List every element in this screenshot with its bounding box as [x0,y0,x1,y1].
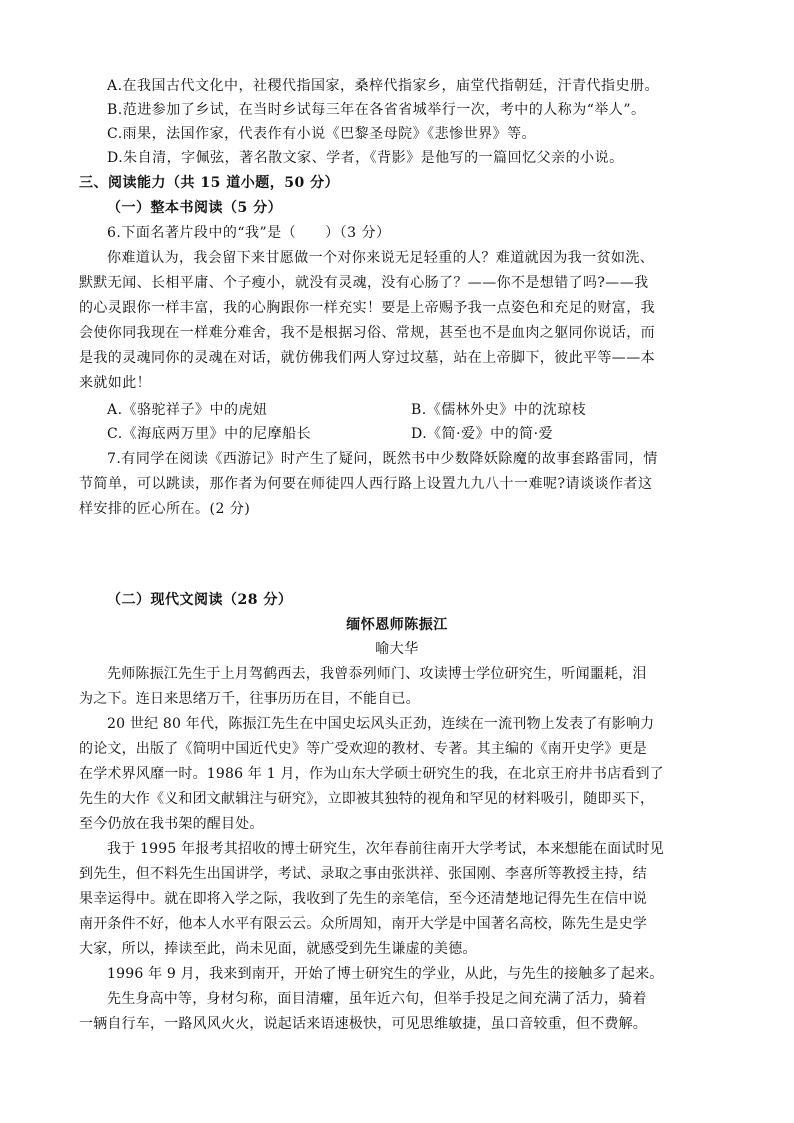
part2-heading: （二）现代文阅读（28 分） [107,592,293,608]
article-line: 一辆自行车，一路风风火火，说起话来语速极快，可见思维敏捷，虽口音较重，但不费解。 [79,1016,647,1032]
article-line: 先师陈振江先生于上月驾鹤西去，我曾忝列师门、攻读博士学位研究生，听闻噩耗，泪 [107,666,647,682]
article-line: 20 世纪 80 年代，陈振江先生在中国史坛风头正劲，连续在一流刊物上发表了有影响力 [107,716,655,732]
article-line: 1996 年 9 月，我来到南开，开始了博士研究生的学业，从此，与先生的接触多了起来。 [107,966,664,982]
article-line: 先生身高中等，身材匀称，面目清癯，虽年近六旬，但举手投足之间充满了活力，骑着 [107,991,647,1007]
article-line: 至今仍放在我书架的醒目处。 [79,816,264,832]
q5-option-d: D.朱自清，字佩弦，著名散文家、学者，《背影》是他写的一篇回忆父亲的小说。 [107,150,624,166]
article-title: 缅怀恩师陈振江 [346,617,448,633]
article-line: 我于 1995 年报考其招收的博士研究生，次年春前往南开大学考试，本来想能在面试时见 [107,841,664,857]
q5-option-a: A.在我国古代文化中，社稷代指国家，桑梓代指家乡，庙堂代指朝廷，汗青代指史册。 [107,78,660,94]
q6-passage-line: 来就如此！ [79,375,151,391]
q6-option-c: C.《海底两万里》中的尼摩船长 [107,426,312,442]
q6-stem: 6.下面名著片段中的“我”是（ ）（3 分） [107,225,391,241]
article-line: 果幸运得中。就在即将入学之际，我收到了先生的亲笔信，至今还清楚地记得先生在信中说 [79,891,647,907]
article-line: 到先生，但不料先生出国讲学，考试、录取之事由张洪祥、张国刚、李喜所等教授主持，结 [79,866,647,882]
section-heading: 三、阅读能力（共 15 道小题，50 分） [79,175,340,191]
article-line: 的论文，出版了《简明中国近代史》等广受欢迎的教材、专著。其主编的《南开史学》更是 [79,741,647,757]
q7-line: 样安排的匠心所在。(2 分) [79,501,251,517]
q7-line: 7.有同学在阅读《西游记》时产生了疑问，既然书中少数降妖除魔的故事套路雷同，情 [107,451,658,467]
q5-option-b: B.范进参加了乡试，在当时乡试每三年在各省省城举行一次，考中的人称为“举人”。 [107,102,646,118]
q6-passage-line: 的心灵跟你一样丰富，我的心胸跟你一样充实！要是上帝赐予我一点姿色和充足的财富，我 [79,300,655,316]
q7-line: 节简单，可以跳读，那作者为何要在师徒四人西行路上设置九九八十一难呢?请谈谈作者这 [79,476,653,492]
article-line: 南开条件不好，他本人水平有限云云。众所周知，南开大学是中国著名高校，陈先生是史学 [79,916,647,932]
q6-passage-line: 你难道认为，我会留下来甘愿做一个对你来说无足轻重的人？难道就因为我一贫如洗、 [107,250,655,266]
article-line: 先生的大作《义和团文献辑注与研究》，立即被其独特的视角和罕见的材料吸引，随即买下， [79,791,655,807]
q5-option-c: C.雨果，法国作家，代表作有小说《巴黎圣母院》《悲惨世界》等。 [107,126,537,142]
q6-passage-line: 会使你同我现在一样难分难舍，我不是根据习俗、常规，甚至也不是血肉之躯同你说话，而 [79,325,655,341]
article-line: 在学术界风靡一时。1986 年 1 月，作为山东大学硕士研究生的我，在北京王府井书店看到了 [79,766,664,782]
q6-option-d: D.《简·爱》中的简·爱 [411,426,554,442]
q6-option-a: A.《骆驼祥子》中的虎妞 [107,402,268,418]
part1-heading: （一）整本书阅读（5 分） [107,200,283,216]
q6-passage-line: 默默无闻、长相平庸、个子瘦小，就没有灵魂，没有心肠了？——你不是想错了吗?——我 [79,275,649,291]
q6-option-b: B.《儒林外史》中的沈琼枝 [411,402,587,418]
article-author: 喻大华 [375,641,419,657]
article-line: 大家，所以，捧读至此，尚未见面，就感受到先生谦虚的美德。 [79,941,477,957]
q6-passage-line: 是我的灵魂同你的灵魂在对话，就仿佛我们两人穿过坟墓，站在上帝脚下，彼此平等——本 [79,350,655,366]
article-line: 为之下。连日来思绪万千，往事历历在目，不能自已。 [79,691,420,707]
